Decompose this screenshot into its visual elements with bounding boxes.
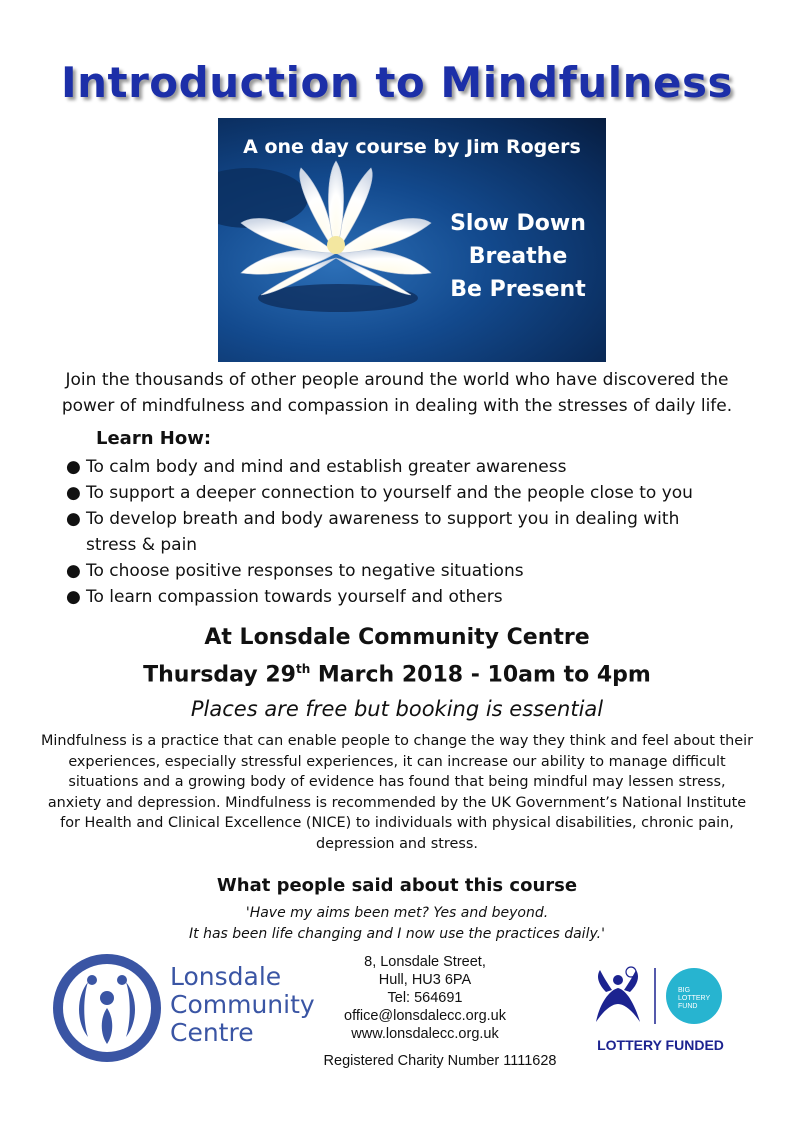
booking-note: Places are free but booking is essential [190,697,604,721]
bullet-icon: ● [66,561,81,581]
lottery-badge-line2: LOTTERY [678,995,711,1002]
list-item: ● To calm body and mind and establish greater awareness [58,454,748,480]
website-address: www.lonsdalecc.org.uk [351,1026,499,1042]
bullet-icon: ● [66,509,81,529]
email-address: office@lonsdalecc.org.uk [344,1008,506,1024]
contact-address [310,953,540,1043]
address-city: Hull, HU3 6PA [378,972,472,988]
lottery-badge-line3: FUND [678,1003,698,1010]
learn-heading: Learn How: [96,428,212,449]
learn-list [58,454,748,610]
list-item: ● To support a deeper connection to yourself and the people close to you [58,480,748,506]
lottery-logo-icon [588,962,733,1032]
list-item: ● To choose positive responses to negative situations [58,558,748,584]
testimonial-quote: 'Have my aims been met? Yes and beyond. It has been life changing and I now use the practices daily.' [189,905,605,942]
hero-banner [218,118,606,362]
hero-subtitle: A one day course by Jim Rogers [243,136,581,158]
organisation-name: Lonsdale Community Centre [170,962,315,1047]
list-item: ● To learn compassion towards yourself and others [58,584,748,610]
tagline-be-present: Be Present [450,277,586,302]
event-date: Thursday 29th March 2018 - 10am to 4pm [143,662,651,688]
bullet-icon: ● [66,587,81,607]
lottery-funded-label: LOTTERY FUNDED [597,1037,724,1053]
tagline-breathe: Breathe [468,244,568,269]
lonsdale-logo-icon [48,952,166,1064]
description-paragraph: Mindfulness is a practice that can enable people to change the way they think and feel about their experiences, especially stressful experiences, it can increase our ability to manage difficult situations and a growing body of evidence has found that being mindful may lessen stress, anxiety and depression. Mindfulness is recommended by the UK Government’s National Institute for Health and Clinical Excellence (NICE) to individuals with physical disabilities, chronic pain, depression and stress. [40,733,754,852]
phone-number: Tel: 564691 [387,990,463,1006]
bullet-icon: ● [66,483,81,503]
page-title: Introduction to Mindfulness [60,58,734,107]
lottery-badge-line1: BIG [678,987,691,994]
address-street: 8, Lonsdale Street, [364,954,486,970]
event-venue: At Lonsdale Community Centre [204,625,590,650]
testimonial-heading: What people said about this course [216,875,578,896]
charity-number: Registered Charity Number 1111628 [323,1053,557,1069]
tagline-slow-down: Slow Down [450,211,586,236]
bullet-icon: ● [66,457,81,477]
list-item: ● To develop breath and body awareness to support you in dealing with stress & pain [58,506,748,558]
intro-paragraph: Join the thousands of other people around the world who have discovered the power of mindfulness and compassion in dealing with the stresses of daily life. [61,370,733,416]
